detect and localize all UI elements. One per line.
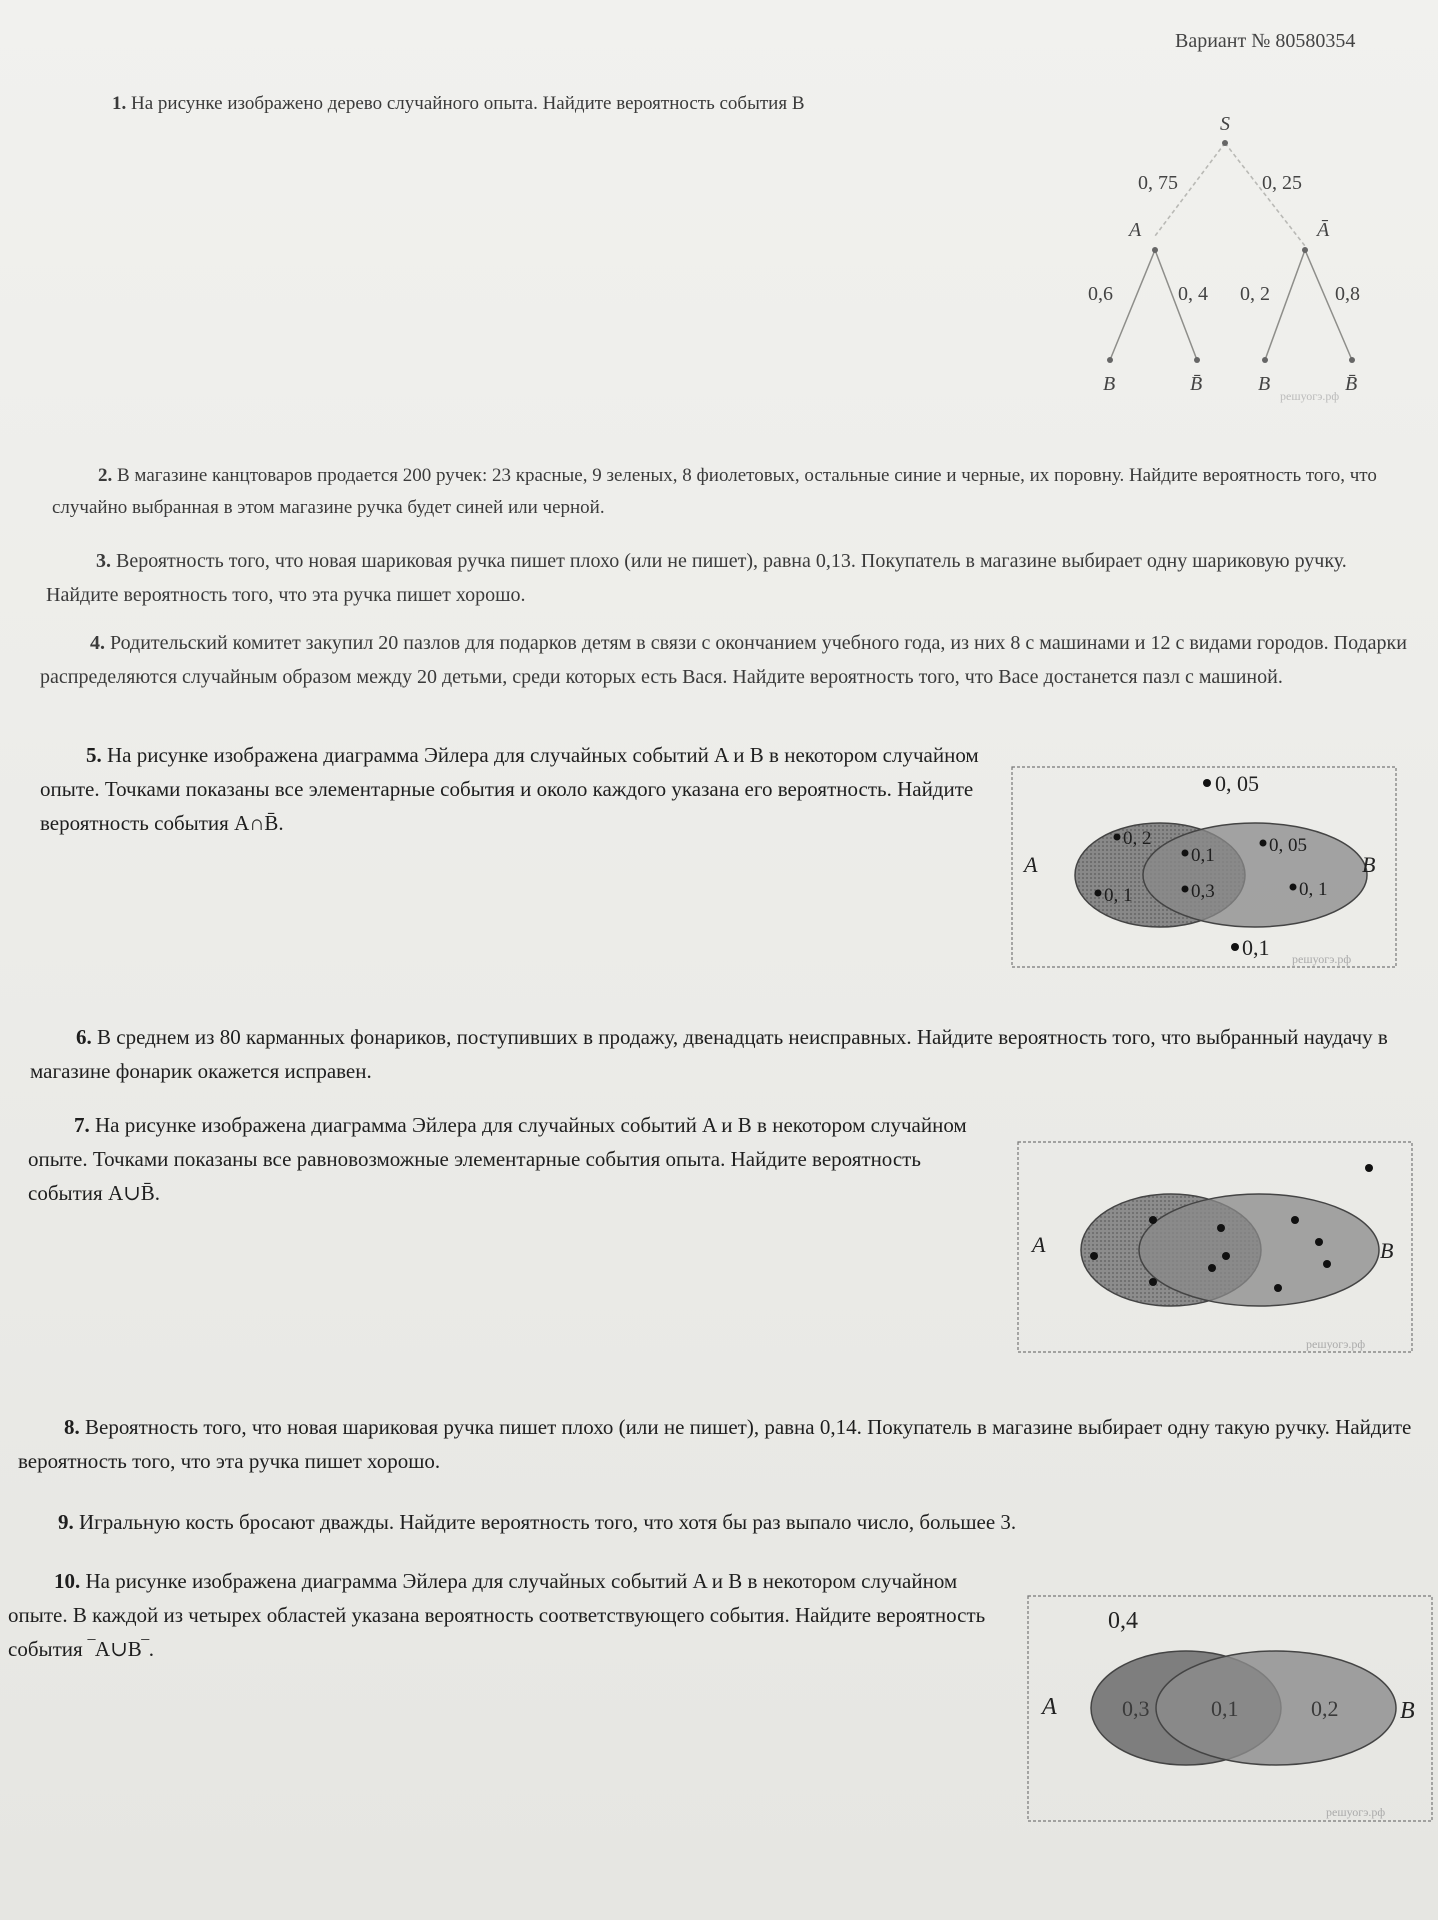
- task-text: В магазине канцтоваров продается 200 ручек: 23 красные, 9 зеленых, 8 фиолетовых, остальные синие и черные, их поровну. Найдите вероятность того, что случайно выбранная в этом магазине ручка будет синей или черной.: [52, 465, 1377, 518]
- task-text: На рисунке изображено дерево случайного опыта. Найдите вероятность события B: [131, 93, 805, 114]
- prob-b-only-1: 0, 05: [1269, 835, 1307, 856]
- task-8: [18, 1410, 1428, 1478]
- task-5: [40, 738, 985, 840]
- edge-label-not-a-not-b: 0,8: [1335, 283, 1360, 305]
- edge-label-a-b: 0,6: [1088, 283, 1113, 305]
- label-a: A: [1042, 1694, 1057, 1720]
- edge-label-a-not-b: 0, 4: [1178, 283, 1208, 305]
- task-2: [52, 460, 1407, 524]
- task-number: 9.: [58, 1510, 74, 1534]
- task-number: 3.: [96, 550, 111, 572]
- task-9: [58, 1504, 1418, 1540]
- venn-diagram-7: [1016, 1140, 1414, 1355]
- tree-watermark: решуогэ.рф: [1280, 389, 1340, 403]
- venn7-watermark: решуогэ.рф: [1306, 1337, 1366, 1351]
- task-text: На рисунке изображена диаграмма Эйлера для случайных событий A и B в некотором случайном опыте. Точками показаны все равновозможные элементарные события опыта. Найдите вероятность события A∪B̄.: [28, 1113, 967, 1205]
- task-number: 5.: [86, 743, 102, 767]
- edge-label-not-a-b: 0, 2: [1240, 283, 1270, 305]
- task-number: 4.: [90, 632, 105, 654]
- label-b: B: [1380, 1238, 1394, 1263]
- edge-label-p-a: 0, 75: [1138, 172, 1178, 194]
- label-b: B: [1400, 1698, 1415, 1724]
- task-number: 1.: [112, 93, 127, 114]
- prob-b-only: 0,2: [1311, 1696, 1339, 1721]
- prob-outside: 0,4: [1108, 1608, 1138, 1634]
- task-4: [40, 626, 1412, 694]
- label-a: A: [1024, 852, 1038, 877]
- leaf-label-1: B: [1103, 373, 1116, 395]
- task-text: На рисунке изображена диаграмма Эйлера для случайных событий A и B в некотором случайном опыте. В каждой из четырех областей указана вероятность соответствующего события. Найдите вероятность события ‾A∪B‾.: [8, 1569, 986, 1661]
- node-label-a: A: [1129, 219, 1142, 241]
- prob-outside-bottom: 0,1: [1242, 935, 1270, 960]
- task-number: 6.: [76, 1025, 92, 1049]
- prob-outside-top: 0, 05: [1215, 771, 1259, 796]
- task-text: На рисунке изображена диаграмма Эйлера для случайных событий A и B в некотором случайном опыте. Точками показаны все элементарные события и около каждого указана его вероятность. Найдите вероятность события A∩B̄.: [40, 743, 979, 835]
- prob-both-1: 0,1: [1191, 845, 1215, 866]
- probability-tree: [1070, 108, 1390, 408]
- task-number: 2.: [98, 465, 113, 486]
- venn10-watermark: решуогэ.рф: [1326, 1805, 1386, 1819]
- prob-b-only-2: 0, 1: [1299, 879, 1328, 900]
- leaf-label-2: B̄: [1190, 373, 1203, 395]
- task-text: Игральную кость бросают дважды. Найдите вероятность того, что хотя бы раз выпало число, большее 3.: [79, 1510, 1017, 1534]
- variant-number: Вариант № 80580354: [1175, 30, 1356, 52]
- task-text: Вероятность того, что новая шариковая ручка пишет плохо (или не пишет), равна 0,13. Покупатель в магазине выбирает одну шариковую ручку. Найдите вероятность того, что эта ручка пишет хорошо.: [46, 550, 1347, 606]
- label-a: A: [1032, 1232, 1046, 1257]
- edge-label-p-not-a: 0, 25: [1262, 172, 1302, 194]
- task-text: Вероятность того, что новая шариковая ручка пишет плохо (или не пишет), равна 0,14. Покупатель в магазине выбирает одну такую ручку. Найдите вероятность того, что эта ручка пишет хорошо.: [18, 1415, 1412, 1473]
- venn-diagram-5: [1010, 765, 1398, 970]
- venn-diagram-10: [1026, 1594, 1434, 1824]
- label-b: B: [1362, 852, 1376, 877]
- task-number: 8.: [64, 1415, 80, 1439]
- node-label-not-a: Ā: [1317, 219, 1330, 241]
- prob-a-only: 0,3: [1122, 1696, 1150, 1721]
- prob-both: 0,1: [1211, 1696, 1239, 1721]
- task-6: [30, 1020, 1410, 1088]
- prob-a-only-2: 0, 1: [1104, 885, 1133, 906]
- task-text: Родительский комитет закупил 20 пазлов для подарков детям в связи с окончанием учебного года, из них 8 с машинами и 12 с видами городов. Подарки распределяются случайным образом между 20 детьми, среди которых есть Вася. Найдите вероятность того, что Васе достанется пазл с машиной.: [40, 632, 1407, 688]
- prob-both-2: 0,3: [1191, 881, 1215, 902]
- task-number: 10.: [54, 1569, 81, 1593]
- task-1: [112, 86, 1012, 122]
- task-10: [8, 1564, 1004, 1666]
- task-text: В среднем из 80 карманных фонариков, поступивших в продажу, двенадцать неисправных. Найдите вероятность того, что выбранный наудачу в магазине фонарик окажется исправен.: [30, 1025, 1388, 1083]
- leaf-label-4: B̄: [1345, 373, 1358, 395]
- tree-root-label: S: [1220, 113, 1230, 135]
- task-number: 7.: [74, 1113, 90, 1137]
- prob-a-only-1: 0, 2: [1123, 828, 1152, 849]
- task-3: [46, 544, 1411, 612]
- venn5-watermark: решуогэ.рф: [1292, 952, 1352, 966]
- task-7: [28, 1108, 994, 1210]
- leaf-label-3: B: [1258, 373, 1271, 395]
